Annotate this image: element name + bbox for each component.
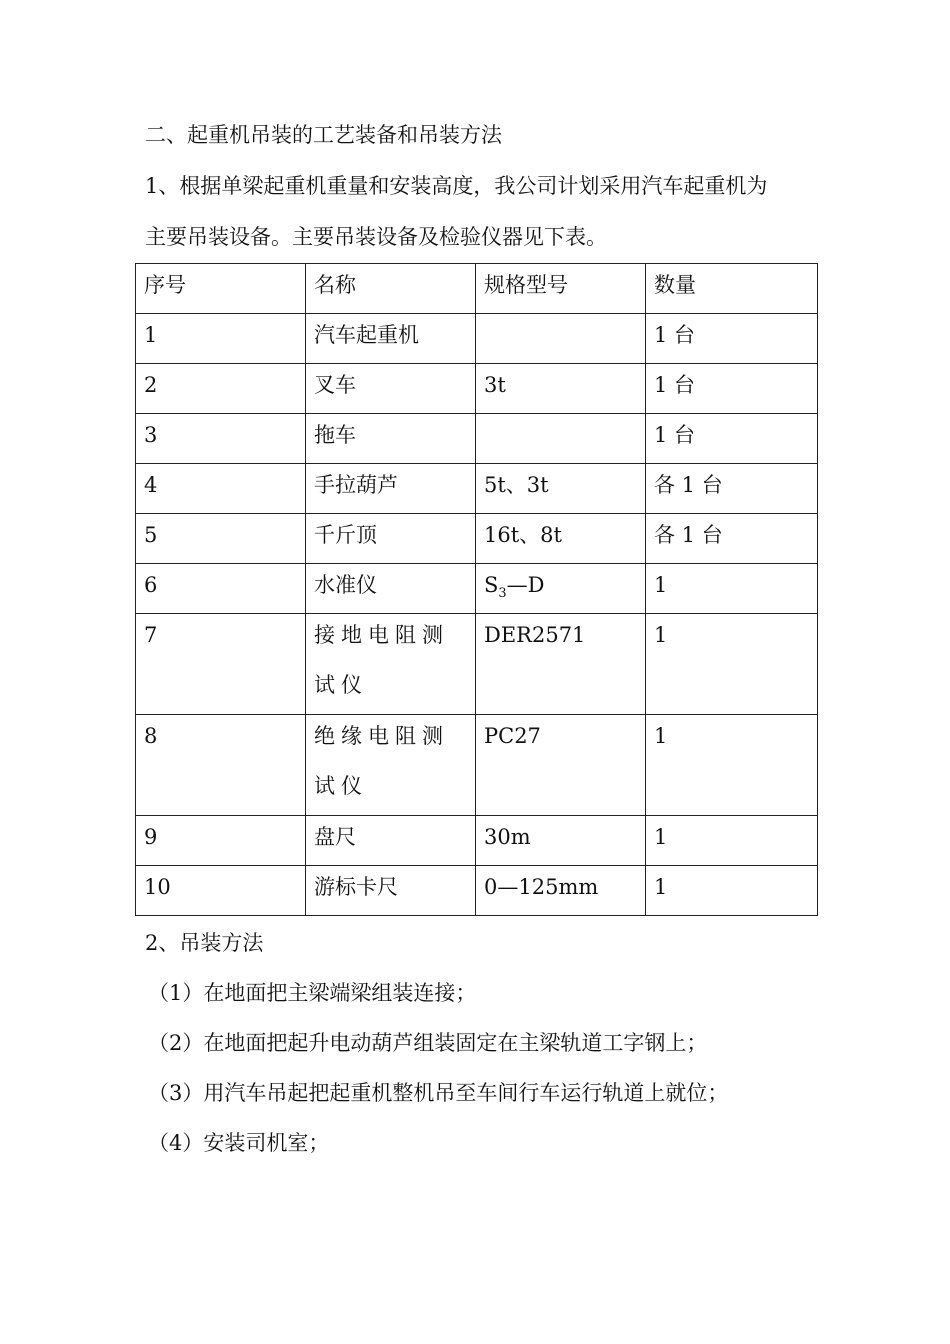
cell-spec: 5t、3t bbox=[476, 464, 646, 514]
step-2: （2）在地面把起升电动葫芦组装固定在主梁轨道工字钢上； bbox=[148, 1031, 708, 1055]
header-cell-spec: 规格型号 bbox=[476, 264, 646, 314]
table-row bbox=[136, 564, 818, 614]
cell-name: 叉车 bbox=[306, 364, 476, 414]
cell-no: 8 bbox=[136, 715, 306, 816]
table-row bbox=[136, 715, 818, 816]
cell-qty: 各 1 台 bbox=[646, 514, 818, 564]
cell-qty: 1 台 bbox=[646, 364, 818, 414]
cell-spec bbox=[476, 414, 646, 464]
cell-no: 2 bbox=[136, 364, 306, 414]
cell-spec: DER2571 bbox=[476, 614, 646, 715]
cell-spec bbox=[476, 564, 646, 614]
spec-base: S bbox=[484, 573, 499, 597]
table-row bbox=[136, 464, 818, 514]
cell-no: 4 bbox=[136, 464, 306, 514]
method-heading: 2、吊装方法 bbox=[145, 931, 264, 955]
cell-name: 拖车 bbox=[306, 414, 476, 464]
cell-no: 6 bbox=[136, 564, 306, 614]
cell-spec: 30m bbox=[476, 816, 646, 866]
cell-no: 5 bbox=[136, 514, 306, 564]
step-4: （4）安装司机室； bbox=[148, 1131, 330, 1155]
section-heading: 二、起重机吊装的工艺装备和吊装方法 bbox=[145, 123, 502, 147]
table-row bbox=[136, 816, 818, 866]
step-3: （3）用汽车吊起把起重机整机吊至车间行车运行轨道上就位； bbox=[148, 1081, 729, 1105]
cell-name: 水准仪 bbox=[306, 564, 476, 614]
cell-qty: 1 bbox=[646, 564, 818, 614]
equipment-table bbox=[135, 263, 818, 916]
cell-name: 手拉葫芦 bbox=[306, 464, 476, 514]
cell-no: 10 bbox=[136, 866, 306, 916]
cell-qty: 1 台 bbox=[646, 414, 818, 464]
cell-qty: 1 台 bbox=[646, 314, 818, 364]
cell-name: 绝缘电阻测试仪 bbox=[306, 715, 476, 816]
cell-no: 7 bbox=[136, 614, 306, 715]
spec-subscript: 3 bbox=[498, 586, 507, 601]
cell-spec: 3t bbox=[476, 364, 646, 414]
intro-line-2: 主要吊装设备。主要吊装设备及检验仪器见下表。 bbox=[145, 225, 607, 249]
header-cell-name: 名称 bbox=[306, 264, 476, 314]
cell-qty: 1 bbox=[646, 614, 818, 715]
cell-no: 9 bbox=[136, 816, 306, 866]
table-row bbox=[136, 414, 818, 464]
cell-no: 1 bbox=[136, 314, 306, 364]
header-cell-no: 序号 bbox=[136, 264, 306, 314]
table-header-row bbox=[136, 264, 818, 314]
cell-name: 汽车起重机 bbox=[306, 314, 476, 364]
spec-rest: —D bbox=[506, 573, 545, 597]
cell-qty: 1 bbox=[646, 866, 818, 916]
cell-name: 千斤顶 bbox=[306, 514, 476, 564]
cell-name: 接地电阻测试仪 bbox=[306, 614, 476, 715]
header-cell-qty: 数量 bbox=[646, 264, 818, 314]
cell-qty: 各 1 台 bbox=[646, 464, 818, 514]
table-row bbox=[136, 514, 818, 564]
cell-spec bbox=[476, 314, 646, 364]
cell-spec: PC27 bbox=[476, 715, 646, 816]
cell-qty: 1 bbox=[646, 816, 818, 866]
cell-no: 3 bbox=[136, 414, 306, 464]
intro-line-1: 1、根据单梁起重机重量和安装高度，我公司计划采用汽车起重机为 bbox=[145, 174, 768, 198]
cell-name: 游标卡尺 bbox=[306, 866, 476, 916]
cell-spec: 0—125mm bbox=[476, 866, 646, 916]
cell-spec: 16t、8t bbox=[476, 514, 646, 564]
table-row bbox=[136, 614, 818, 715]
table-row bbox=[136, 866, 818, 916]
table-row bbox=[136, 364, 818, 414]
cell-qty: 1 bbox=[646, 715, 818, 816]
cell-name: 盘尺 bbox=[306, 816, 476, 866]
step-1: （1）在地面把主梁端梁组装连接； bbox=[148, 981, 477, 1005]
table-row bbox=[136, 314, 818, 364]
